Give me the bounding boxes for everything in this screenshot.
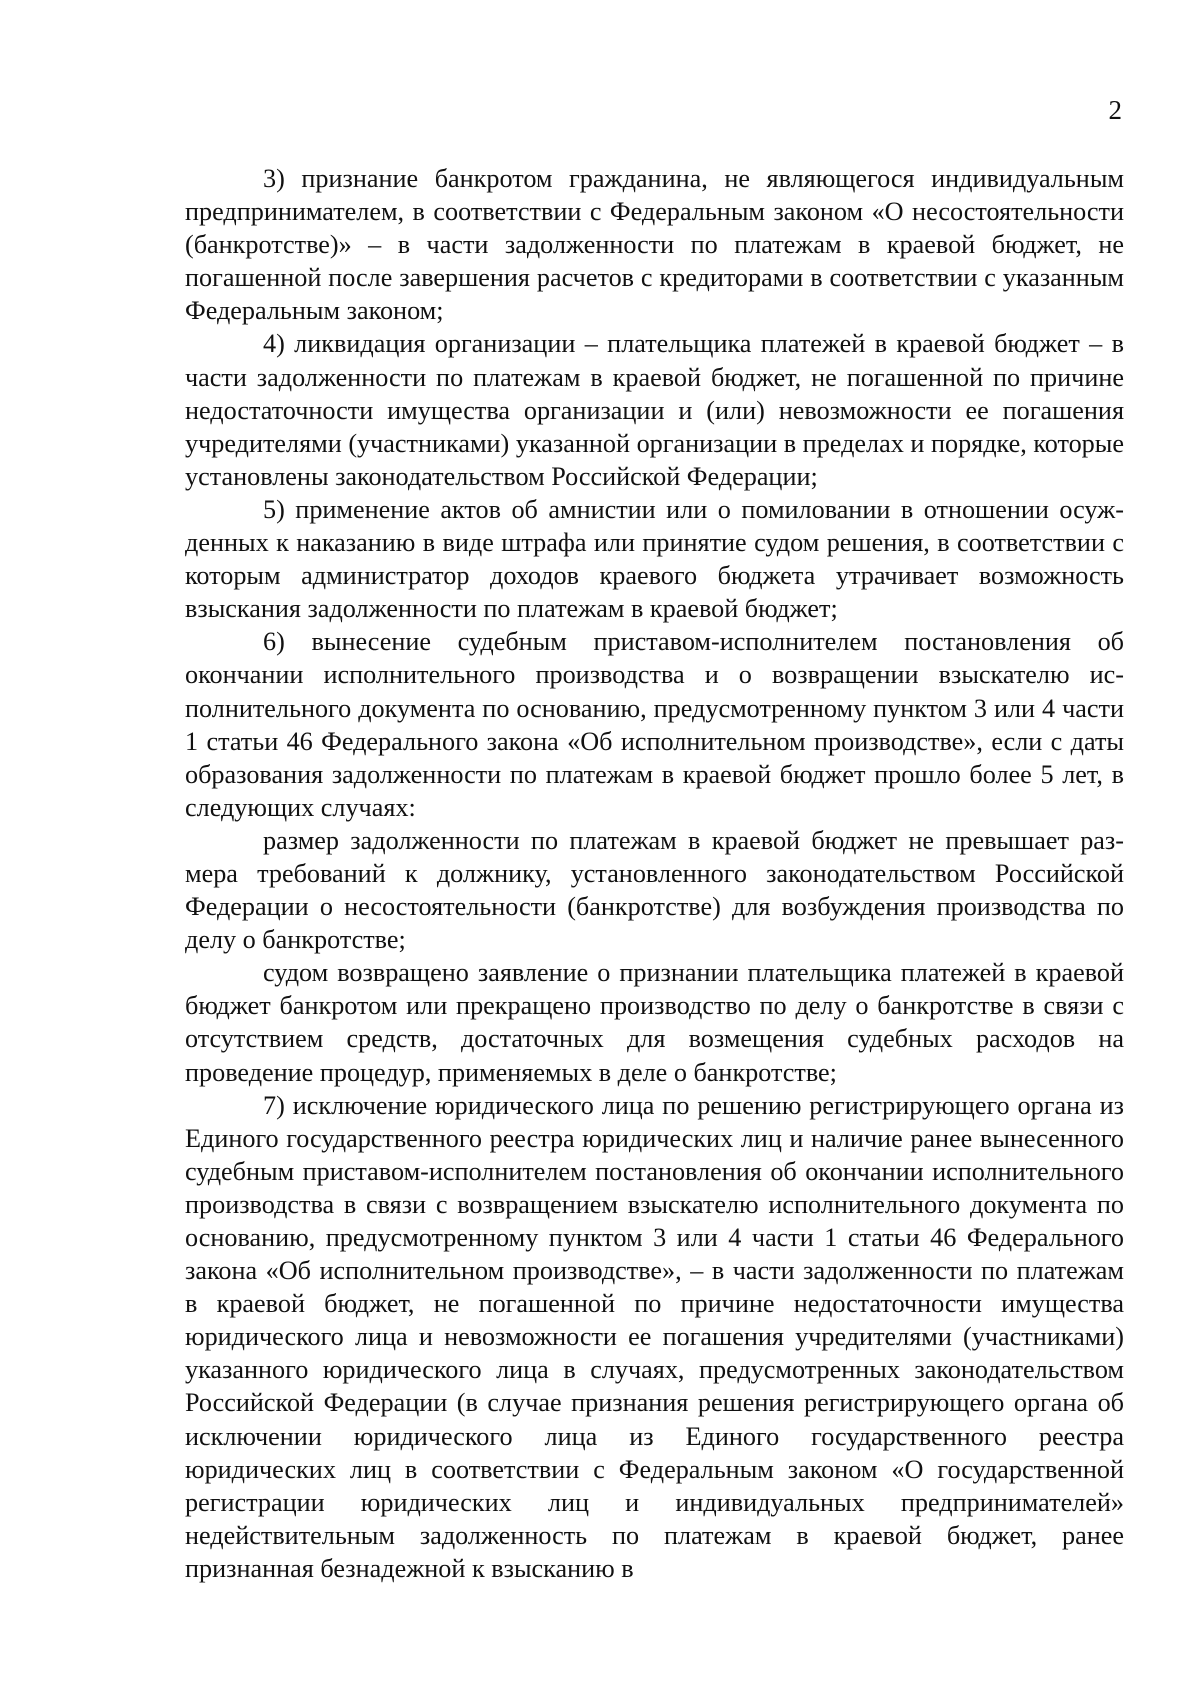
- paragraph-subitem-debt-size: размер задолженности по платежам в краевой бюджет не превышает размера требований к должнику, установленного законодательством Российской Федерации о несостоятельности (банкротстве) для возбуждения производства по делу о банкротстве;: [185, 825, 1124, 955]
- paragraph-item-3: 3) признание банкротом гражданина, не являющегося индивидуальным предпринимателем, в соответствии с Федеральным законом «О несостоятельности (банкротстве)» – в части задолженности по платежам в краевой бюджет, не погашенной после завершения расчетов с кредиторами в соответствии с указанным Федеральным законом;: [185, 164, 1124, 326]
- paragraph-item-7: 7) исключение юридического лица по решению регистрирующего органа из Единого государственного реестра юридических лиц и наличие ранее вынесенного судебным приставом-исполнителем постановления об окончании исполнительного производства в связи с возвращением взыскателю исполнительного документа по основанию, предусмотренному пунктом 3 или 4 части 1 статьи 46 Федерального закона «Об исполнительном производстве», – в части задолженности по платежам в краевой бюджет, не погашенной по причине недостаточности имущества юридического лица и невозможности ее погашения учредителями (участниками) указанного юридического лица в случаях, предусмотренных законодательством Российской Федерации (в случае признания решения регистрирующего органа об исключении юридического лица из Единого государственного реестра юридических лиц в соответствии с Федеральным законом «О государственной регистрации юридических лиц и индивидуальных предпринимателей» недействительным задолженность по платежам в краевой бюджет, ранее признанная безнадежной к взысканию в: [185, 1090, 1124, 1583]
- paragraph-item-4: 4) ликвидация организации – плательщика платежей в краевой бюджет – в части задолженности по платежам в краевой бюджет, не погашенной по причине недостаточности имущества организации и (или) невозможности ее погашения учредителями (участниками) указанной организации в пределах и порядке, которые установлены законодательством Российской Федерации;: [185, 329, 1124, 491]
- page-number: 2: [1108, 95, 1122, 125]
- paragraph-item-5: 5) применение актов об амнистии или о помиловании в отношении осужденных к наказанию в виде штрафа или принятие судом решения, в соответствии с которым администратор доходов краевого бюджета утрачивает возможность взыскания задолженности по платежам в краевой бюджет;: [185, 494, 1124, 624]
- document-body: [185, 162, 1124, 1585]
- paragraph-subitem-court-returned: судом возвращено заявление о признании плательщика платежей в краевой бюджет банкротом или прекращено производство по делу о банкротстве в связи с отсутствием средств, достаточных для возмещения судебных расходов на проведение процедур, применяемых в деле о банкротстве;: [185, 958, 1124, 1087]
- paragraph-item-6: 6) вынесение судебным приставом-исполнителем постановления об окончании исполнительного производства и о возвращении взыскателю исполнительного документа по основанию, предусмотренному пунктом 3 или 4 части 1 статьи 46 Федерального закона «Об исполнительном производстве», если с даты образования задолженности по платежам в краевой бюджет прошло более 5 лет, в следующих случаях:: [185, 627, 1124, 822]
